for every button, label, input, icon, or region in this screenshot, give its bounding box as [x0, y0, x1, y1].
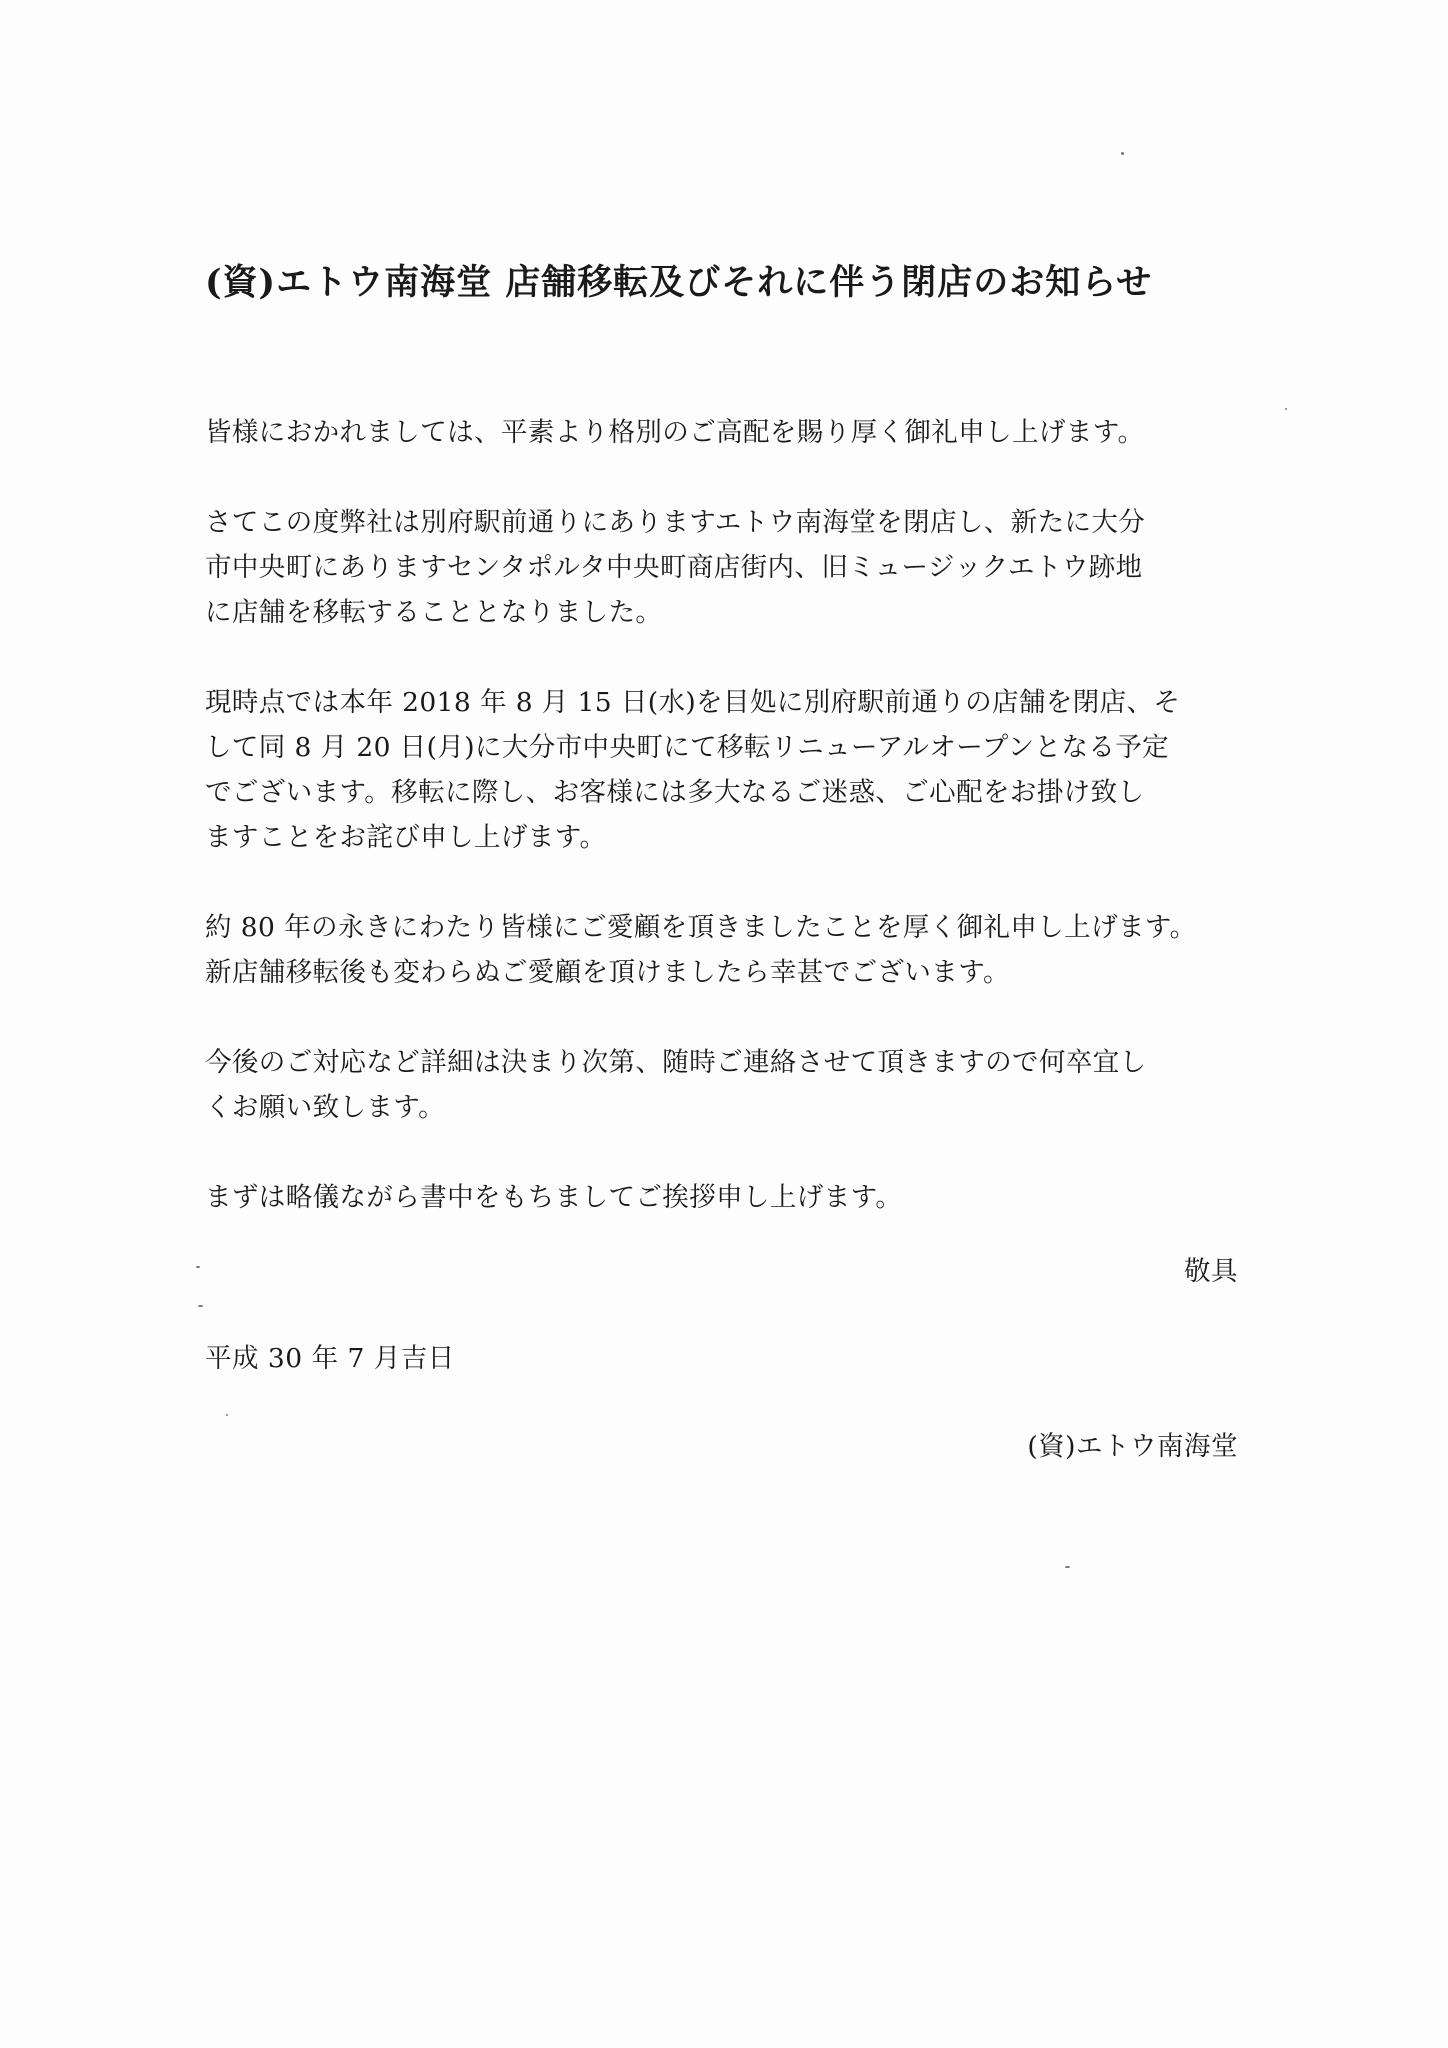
paragraph-contact: [205, 1040, 1241, 1130]
text-line: でございます。移転に際し、お客様には多大なるご迷惑、ご心配をお掛け致し: [205, 777, 1145, 808]
scan-speck: [226, 1414, 228, 1416]
paragraph-thanks: [205, 905, 1241, 995]
scan-speck: [1121, 152, 1124, 155]
sender-name: (資)エトウ南海堂: [1027, 1431, 1238, 1462]
text-line: まずは略儀ながら書中をもちましてご挨拶申し上げます。: [205, 1182, 903, 1213]
text-line: くお願い致します。: [205, 1092, 445, 1123]
text-line: ますことをお詫び申し上げます。: [205, 822, 607, 853]
text-line: に店舗を移転することとなりました。: [205, 597, 663, 628]
text-line: 市中央町にありますセンタポルタ中央町商店街内、旧ミュージックエトウ跡地: [205, 552, 1143, 583]
scan-speck: [196, 1266, 200, 1268]
text-line: して同 8 月 20 日(月)に大分市中央町にて移転リニューアルオープンとなる予定: [205, 732, 1170, 763]
document-title: (資)エトウ南海堂 店舗移転及びそれに伴う閉店のお知らせ: [205, 262, 1153, 303]
scan-speck: [1065, 1566, 1070, 1568]
text-line: 皆様におかれましては、平素より格別のご高配を賜り厚く御礼申し上げます。: [205, 417, 1145, 448]
closing-word: 敬具: [1184, 1256, 1238, 1287]
scan-speck: [1285, 408, 1287, 410]
text-line: 現時点では本年 2018 年 8 月 15 日(水)を目処に別府駅前通りの店舗を閉店、そ: [205, 687, 1181, 718]
paragraph-schedule: [205, 680, 1241, 860]
paragraph-regards: [205, 1175, 1241, 1220]
paragraph-greeting: [205, 410, 1241, 455]
paragraph-relocation: [205, 500, 1241, 635]
letter-date: 平成 30 年 7 月吉日: [205, 1343, 455, 1374]
text-line: 約 80 年の永きにわたり皆様にご愛顧を頂きましたことを厚く御礼申し上げます。: [205, 912, 1197, 943]
text-line: さてこの度弊社は別府駅前通りにありますエトウ南海堂を閉店し、新たに大分: [205, 507, 1146, 538]
text-line: 新店舗移転後も変わらぬご愛顧を頂けましたら幸甚でございます。: [205, 957, 1010, 988]
scan-speck: [198, 1305, 203, 1307]
text-line: 今後のご対応など詳細は決まり次第、随時ご連絡させて頂きますので何卒宜し: [205, 1047, 1147, 1078]
letter-body: [205, 410, 1241, 1265]
